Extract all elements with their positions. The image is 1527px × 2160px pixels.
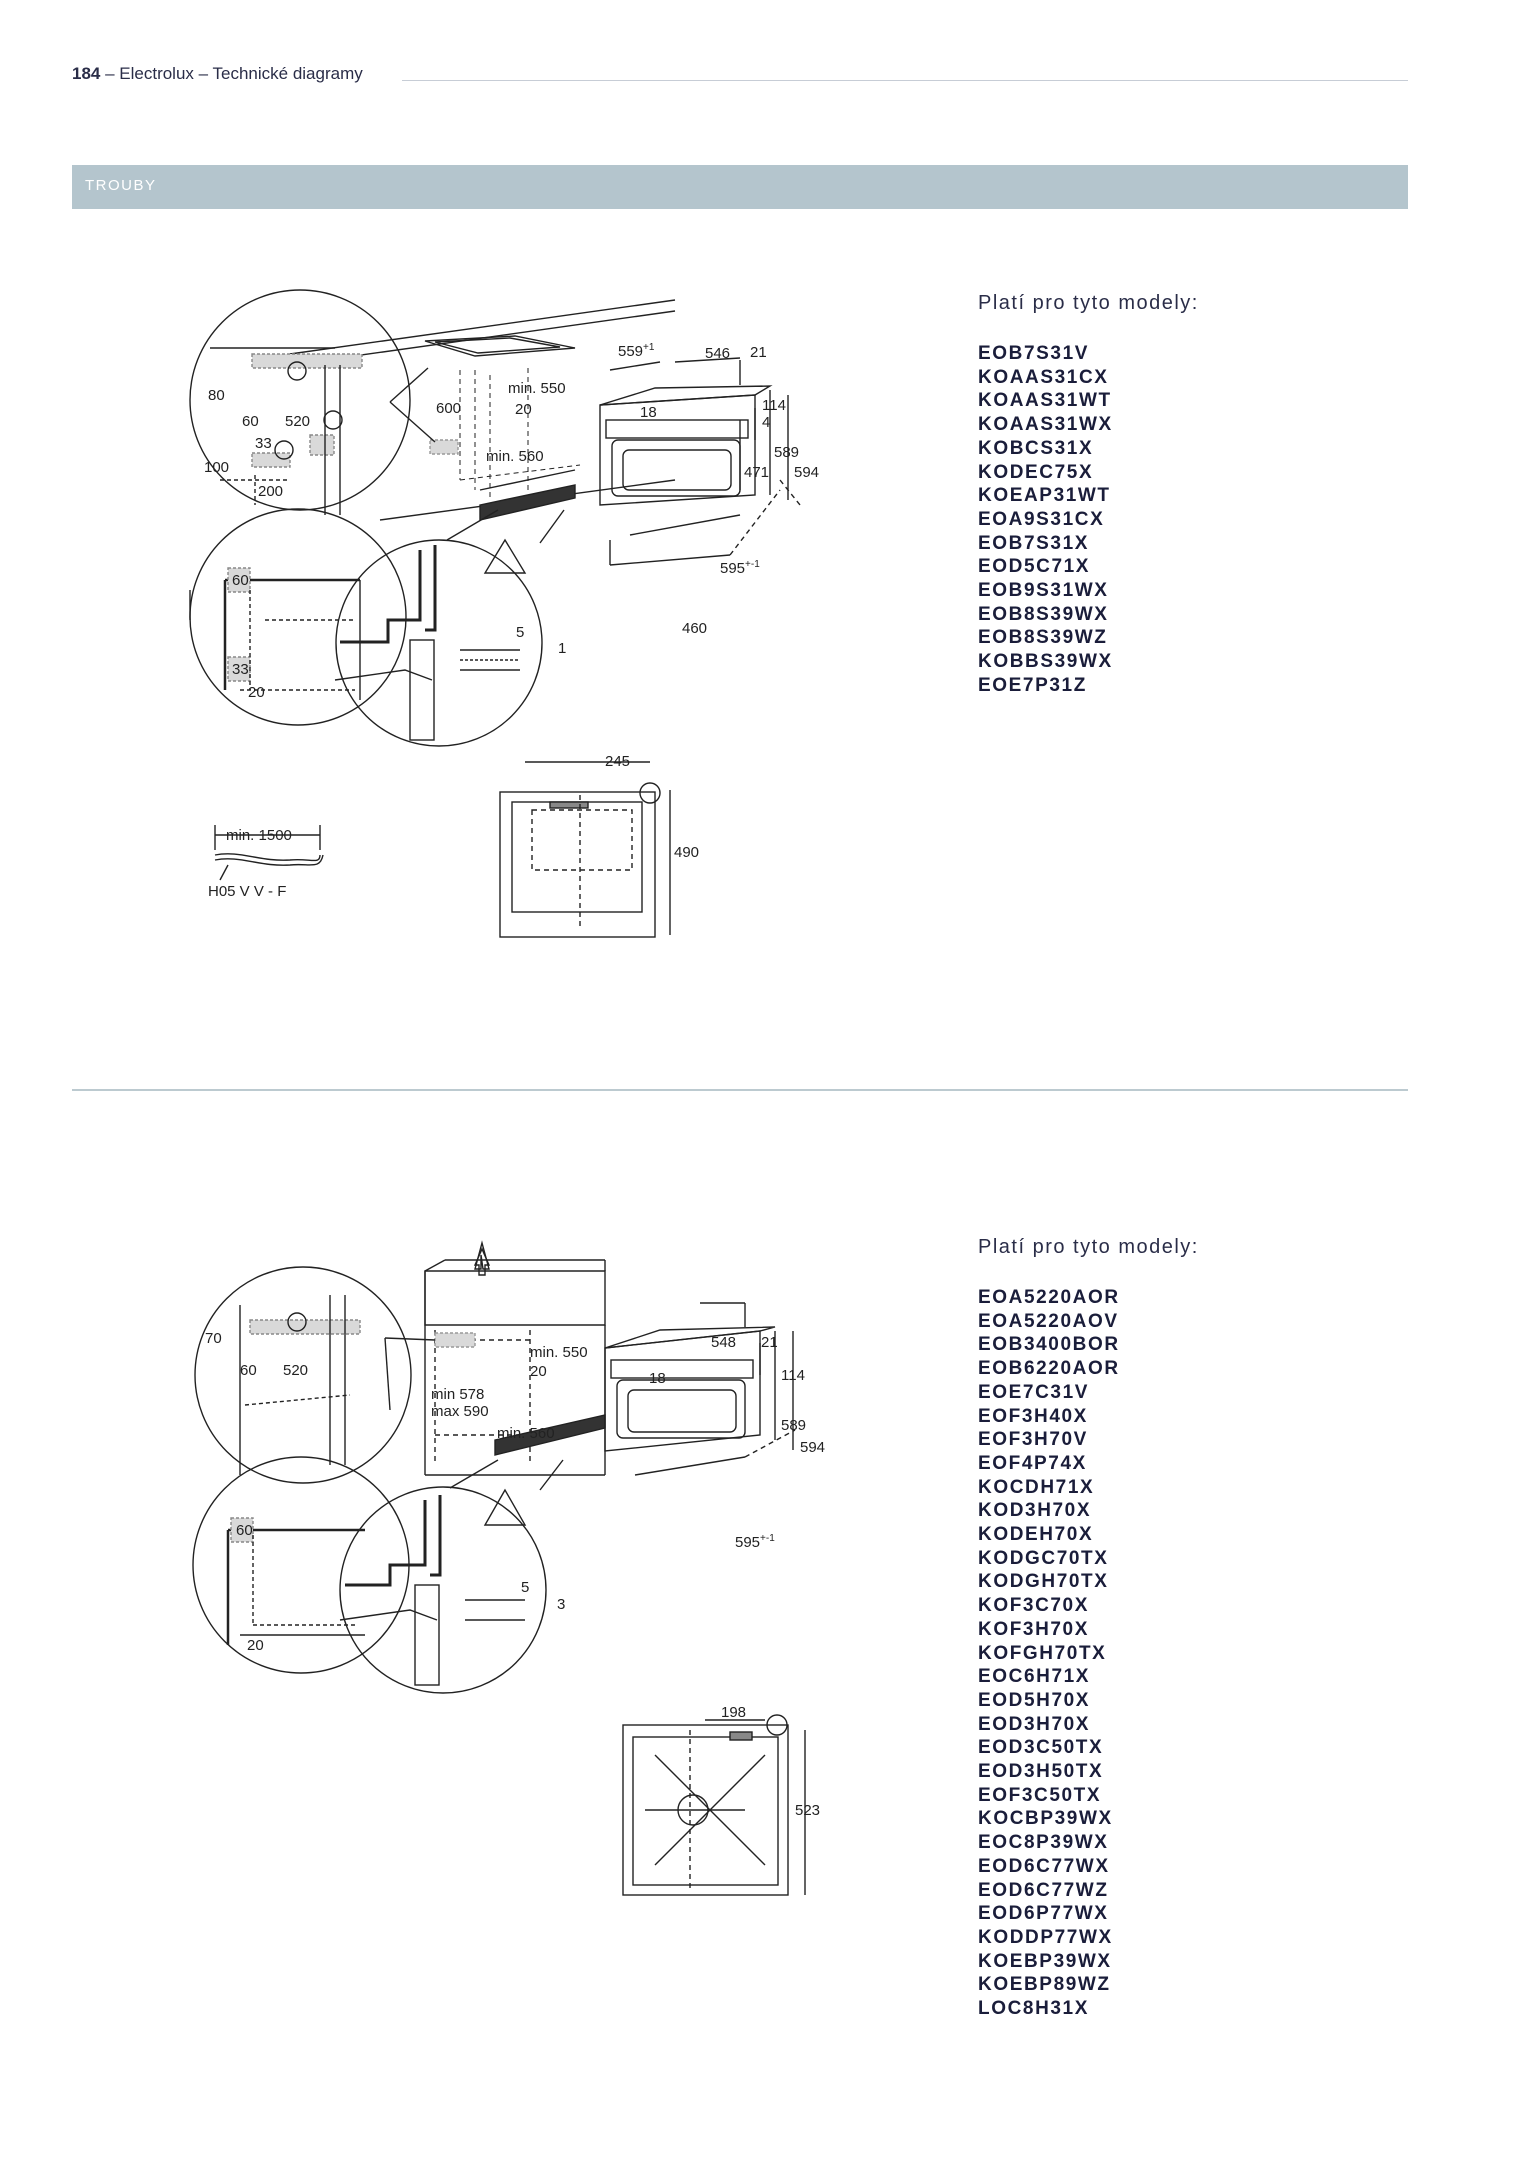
header-rule: [402, 80, 1408, 81]
model-item: EOB3400BOR: [978, 1334, 1120, 1356]
model-item: KOEBP89WZ: [978, 1974, 1111, 1996]
model-item: EOB7S31X: [978, 532, 1090, 554]
dim-594: 594: [800, 1439, 826, 1456]
cable-length: min. 1500: [226, 827, 292, 844]
model-item: KODGC70TX: [978, 1547, 1109, 1569]
model-item: EOE7C31V: [978, 1381, 1090, 1403]
section-divider: [72, 1089, 1408, 1091]
dim-18: 18: [649, 1370, 666, 1387]
model-item: KOEBP39WX: [978, 1950, 1112, 1972]
model-item: KODGH70TX: [978, 1571, 1109, 1593]
dim-max590: max 590: [431, 1403, 489, 1420]
dim-198: 198: [721, 1704, 747, 1721]
dim-20: 20: [530, 1363, 547, 1380]
model-item: EOB8S39WZ: [978, 627, 1108, 649]
model-item: EOF4P74X: [978, 1452, 1087, 1474]
dim-min560: min. 560: [497, 1425, 555, 1442]
model-item: EOC8P39WX: [978, 1832, 1109, 1854]
model-item: EOA5220AOR: [978, 1287, 1120, 1308]
dim-33: 33: [255, 435, 272, 452]
dim-559: $559^{+1}$: [618, 342, 655, 360]
dim-200: 200: [258, 483, 284, 500]
detail-dim-1: 1: [558, 640, 567, 657]
model-item: KOBCS31X: [978, 437, 1094, 459]
section-title: TROUBY: [85, 177, 157, 194]
dim-520: 520: [285, 413, 311, 430]
dim-80: 80: [208, 387, 225, 404]
dim-min578: min 578: [431, 1386, 485, 1403]
dim-245: 245: [605, 753, 631, 770]
model-item: KODDP77WX: [978, 1926, 1113, 1948]
model-item: KOAAS31CX: [978, 366, 1109, 388]
model-item: EOD5H70X: [978, 1689, 1091, 1711]
dim-490: 490: [674, 844, 700, 861]
model-item: EOC6H71X: [978, 1666, 1091, 1688]
dim-18: 18: [640, 404, 657, 421]
models-list-2: [978, 1286, 1120, 2021]
page-header: [72, 64, 363, 84]
page-number: 184: [72, 64, 101, 83]
model-item: KOFGH70TX: [978, 1642, 1107, 1664]
models-list-1: [978, 342, 1113, 698]
dim-114: 114: [781, 1367, 805, 1384]
dim-4: 4: [762, 414, 771, 431]
model-item: EOB7S31V: [978, 343, 1090, 364]
installation-diagram-1: [180, 290, 900, 960]
model-item: KOF3C70X: [978, 1595, 1090, 1617]
model-item: EOF3H40X: [978, 1405, 1088, 1427]
detail-dim-5: 5: [516, 624, 525, 641]
dim-60: 60: [242, 413, 259, 430]
model-item: EOB8S39WX: [978, 603, 1109, 625]
model-item: KOEAP31WT: [978, 485, 1111, 507]
zoom-dim-60: 60: [232, 572, 249, 589]
dim-546: 546: [705, 345, 731, 362]
dim-min550: min. 550: [530, 1344, 588, 1361]
dim-594: 594: [794, 464, 820, 481]
model-item: EOF3H70V: [978, 1429, 1088, 1451]
model-item: KOCBP39WX: [978, 1808, 1113, 1830]
dim-21: 21: [750, 344, 767, 361]
dim-21: 21: [761, 1334, 778, 1351]
dim-460: 460: [682, 620, 708, 637]
installation-diagram-2: [185, 1235, 905, 1935]
dim-520: 520: [283, 1362, 309, 1379]
model-item: LOC8H31X: [978, 1998, 1090, 2020]
dim-20: 20: [515, 401, 532, 418]
dim-523: 523: [795, 1802, 821, 1819]
dim-548: 548: [711, 1334, 737, 1351]
model-item: EOD3H50TX: [978, 1761, 1104, 1783]
model-item: KOCDH71X: [978, 1476, 1095, 1498]
zoom-dim-20: 20: [247, 1637, 264, 1654]
model-item: KODEC75X: [978, 461, 1094, 483]
dim-100: 100: [204, 459, 230, 476]
models-title-2: Platí pro tyto modely:: [978, 1236, 1199, 1258]
model-item: KODEH70X: [978, 1524, 1094, 1546]
model-item: KOF3H70X: [978, 1618, 1090, 1640]
section-band: [72, 165, 1408, 209]
zoom-dim-60: 60: [236, 1522, 253, 1539]
model-item: EOF3C50TX: [978, 1784, 1102, 1806]
model-item: EOB6220AOR: [978, 1358, 1120, 1380]
dim-595: $595^{+-1}$: [735, 1533, 775, 1551]
model-item: EOD6C77WZ: [978, 1879, 1109, 1901]
model-item: KOBBS39WX: [978, 651, 1113, 673]
models-title-1: Platí pro tyto modely:: [978, 292, 1199, 314]
model-item: EOD5C71X: [978, 556, 1091, 578]
model-item: KOAAS31WX: [978, 414, 1113, 436]
detail-dim-3: 3: [557, 1596, 566, 1613]
detail-dim-5: 5: [521, 1579, 530, 1596]
model-item: EOA9S31CX: [978, 508, 1105, 530]
dim-min560: min. 560: [486, 448, 544, 465]
model-item: EOD3C50TX: [978, 1737, 1104, 1759]
zoom-dim-20: 20: [248, 684, 265, 701]
zoom-dim-33: 33: [232, 661, 249, 678]
cable-type: H05 V V - F: [208, 883, 287, 900]
model-item: EOD6C77WX: [978, 1855, 1110, 1877]
model-item: EOA5220AOV: [978, 1310, 1119, 1332]
dim-589: 589: [781, 1417, 807, 1434]
dim-595: $595^{+-1}$: [720, 559, 760, 577]
dim-min550: min. 550: [508, 380, 566, 397]
dim-589: 589: [774, 444, 800, 461]
model-item: EOD3H70X: [978, 1713, 1091, 1735]
model-item: KOD3H70X: [978, 1500, 1092, 1522]
model-item: EOE7P31Z: [978, 674, 1087, 696]
page-header-title: – Electrolux – Technické diagramy: [100, 64, 363, 83]
model-item: EOB9S31WX: [978, 580, 1109, 602]
dim-114: 114: [762, 397, 786, 414]
model-item: KOAAS31WT: [978, 390, 1112, 412]
dim-60: 60: [240, 1362, 257, 1379]
dim-70: 70: [205, 1330, 222, 1347]
dim-471: 471: [744, 464, 770, 481]
dim-600: 600: [436, 400, 462, 417]
model-item: EOD6P77WX: [978, 1903, 1109, 1925]
